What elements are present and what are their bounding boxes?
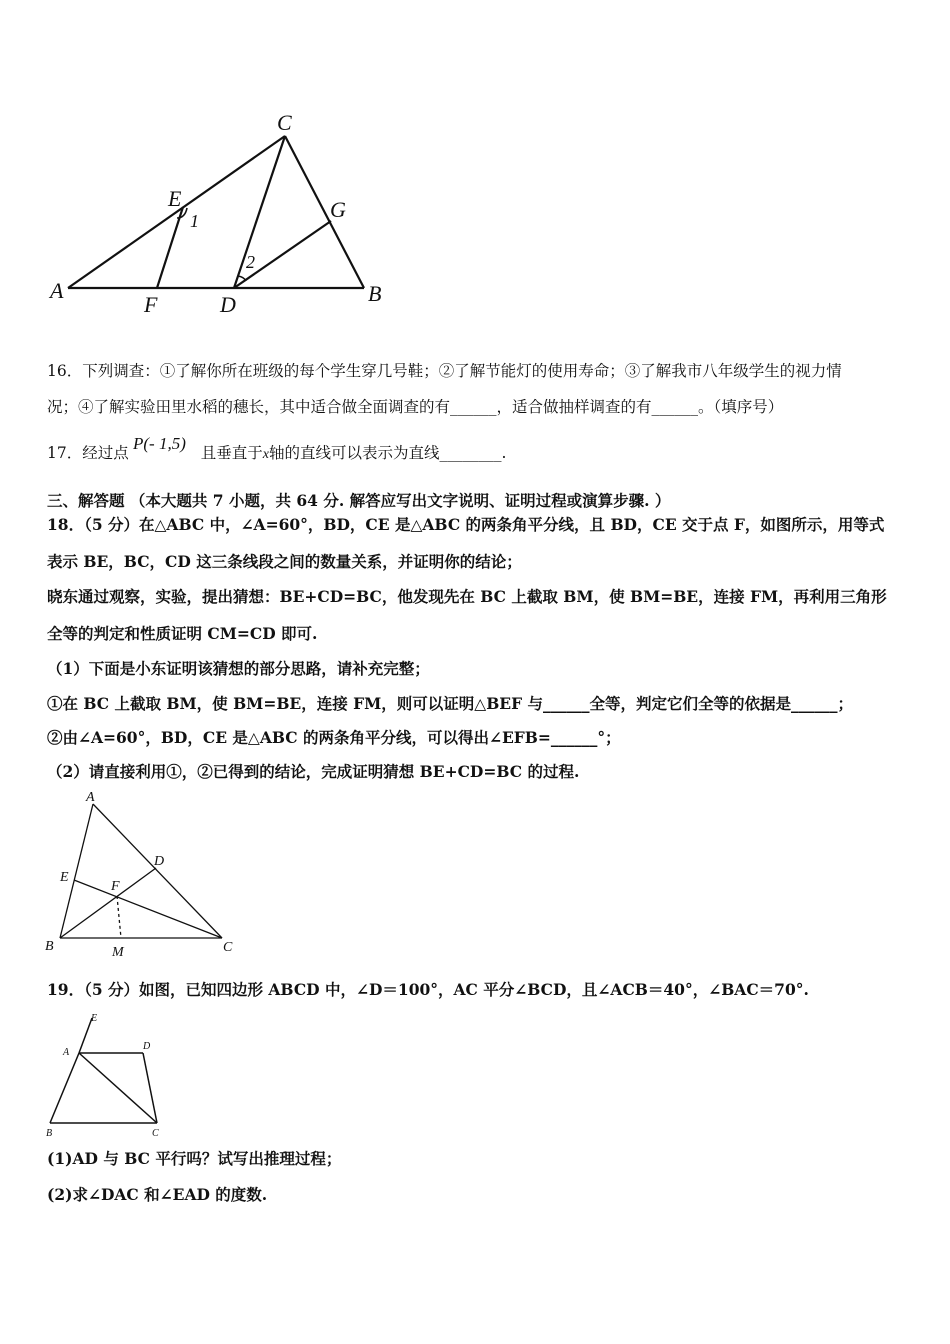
q18-line-3: 晓东通过观察，实验，提出猜想：BE+CD=BC，他发现先在 BC 上截取 BM，使 BM=BE，连接 FM，再利用三角形 [47,587,887,606]
q18-step-1: ①在 BC 上截取 BM，使 BM=BE，连接 FM，则可以证明△BEF 与______全等，判定它们全等的依据是______； [47,694,854,713]
label-b: B [45,939,54,954]
q19-sub-1: (1)AD 与 BC 平行吗？试写出推理过程； [47,1149,342,1168]
segment-ab [50,1053,79,1123]
q19-line-1: 19．（5 分）如图，已知四边形 ABCD 中，∠D＝100°，AC 平分∠BCD，且∠ACB＝40°，∠BAC＝70°. [47,980,809,999]
figure-quadrilateral-abcd [40,1010,170,1142]
q17-point-formula: P(- 1,5) [133,434,186,453]
q18-part-1: （1）下面是小东证明该猜想的部分思路，请补充完整； [47,659,430,678]
label-d: D [220,292,236,317]
q16-line-2: 况；④了解实验田里水稻的穗长，其中适合做全面调查的有______，适合做抽样调查的有______。（填序号） [47,398,784,416]
q18-part-2: （2）请直接利用①，②已得到的结论，完成证明猜想 BE+CD=BC 的过程. [47,762,580,781]
q18-line-2: 表示 BE，BC，CD 这三条线段之间的数量关系，并证明你的结论； [47,552,522,571]
label-b: B [46,1128,53,1139]
q18-line-4: 全等的判定和性质证明 CM=CD 即可. [47,624,318,643]
label-angle-1: 1 [190,211,199,231]
q17-prefix: 17．经过点 [47,444,129,462]
label-b: B [368,281,382,306]
label-e: E [60,870,69,885]
label-g: G [330,197,346,222]
segment-ef [157,207,183,288]
q17-mid: 且垂直于 [200,444,263,462]
q16-line-1: 16．下列调查：①了解你所在班级的每个学生穿几号鞋；②了解节能灯的使用寿命；③了解我市八年级学生的视力情 [47,362,842,380]
figure-triangle-abc-top [40,105,400,325]
label-e: E [91,1013,98,1024]
label-a: A [63,1047,70,1058]
label-a: A [86,790,95,805]
label-d: D [143,1041,151,1052]
label-f: F [111,879,120,894]
label-e: E [168,186,182,211]
figure-triangle-bisectors [40,788,250,963]
label-c: C [277,110,292,135]
segment-ce [74,880,222,938]
q19-sub-2: (2)求∠DAC 和∠EAD 的度数. [47,1185,268,1204]
label-f: F [144,292,158,317]
label-angle-2: 2 [246,252,255,272]
q18-line-1: 18．（5 分）在△ABC 中，∠A=60°，BD，CE 是△ABC 的两条角平分线，且 BD，CE 交于点 F，如图所示，用等式 [47,515,885,534]
q17-axis-var: x [262,447,269,462]
segment-ac [93,804,222,938]
q18-step-2: ②由∠A=60°，BD，CE 是△ABC 的两条角平分线，可以得出∠EFB=______°； [47,728,621,747]
angle-2-arc [238,276,246,281]
label-d: D [154,854,165,869]
segment-cd [234,136,285,288]
segment-cb [285,136,364,288]
label-c: C [223,940,233,955]
label-m: M [112,945,124,960]
section-3-title: 三、解答题 （本大题共 7 小题，共 64 分. 解答应写出文字说明、证明过程或演算步骤. ） [47,491,671,510]
label-a: A [50,278,64,303]
label-c: C [152,1128,159,1139]
segment-fm [117,896,121,938]
q17-suffix: 轴的直线可以表示为直线________. [268,444,507,462]
